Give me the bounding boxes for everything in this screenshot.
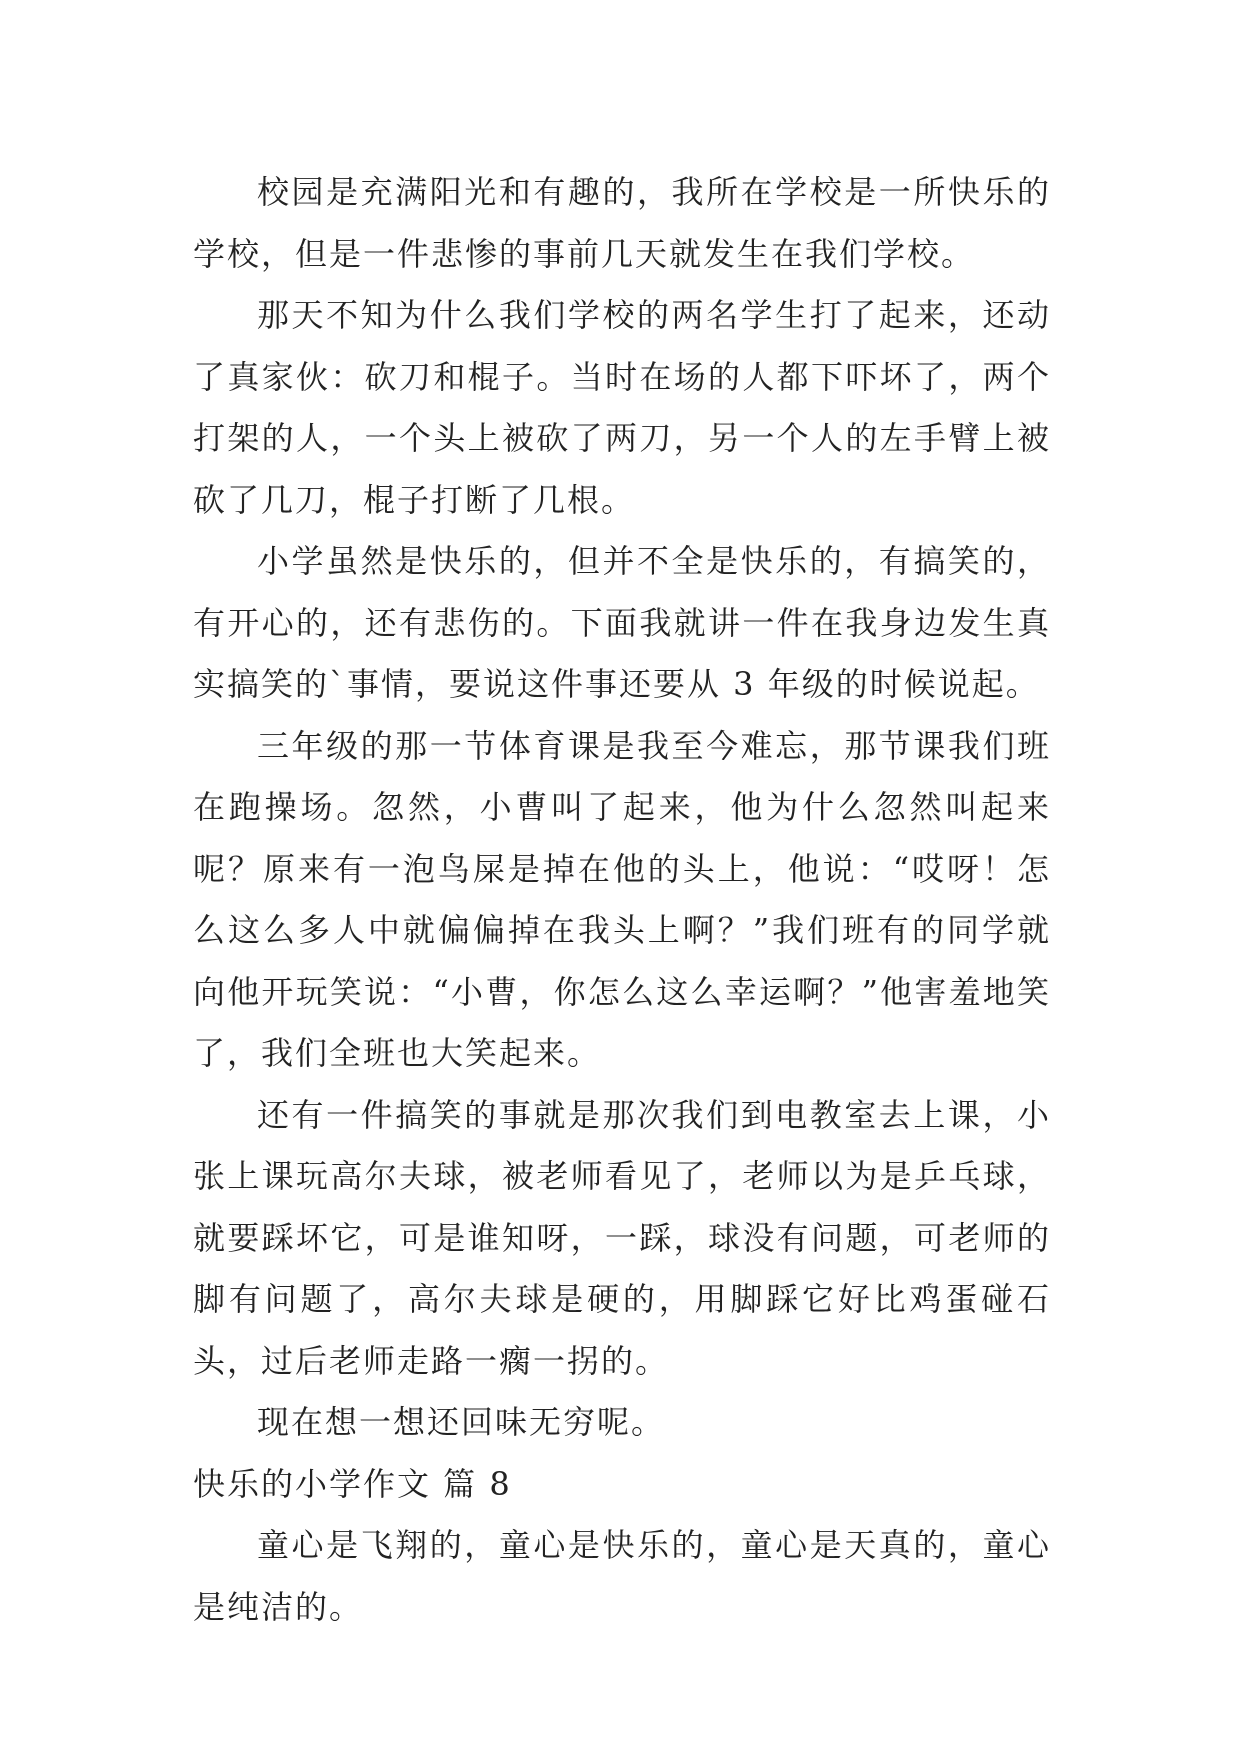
paragraph: 那天不知为什么我们学校的两名学生打了起来，还动了真家伙：砍刀和棍子。当时在场的人都下吓坏了，两个打架的人，一个头上被砍了两刀，另一个人的左手臂上被砍了几刀，棍子打断了几根。 (193, 296, 1051, 519)
paragraph: 校园是充满阳光和有趣的，我所在学校是一所快乐的学校，但是一件悲惨的事前几天就发生在我们学校。 (193, 173, 1051, 273)
document-page (193, 162, 1051, 1638)
paragraph: 现在想一想还回味无穷呢。 (257, 1403, 666, 1441)
section-heading: 快乐的小学作文 篇 8 (193, 1464, 512, 1503)
paragraph: 童心是飞翔的，童心是快乐的，童心是天真的，童心是纯洁的。 (193, 1526, 1051, 1626)
paragraph: 三年级的那一节体育课是我至今难忘，那节课我们班在跑操场。忽然，小曹叫了起来，他为什么忽然叫起来呢？原来有一泡鸟屎是掉在他的头上，他说：“哎呀！怎么这么多人中就偏偏掉在我头上啊？”我们班有的同学就向他开玩笑说：“小曹，你怎么这么幸运啊？”他害羞地笑了，我们全班也大笑起来。 (193, 726, 1051, 1072)
paragraph: 小学虽然是快乐的，但并不全是快乐的，有搞笑的，有开心的，还有悲伤的。下面我就讲一件在我身边发生真实搞笑的`事情，要说这件事还要从 3 年级的时候说起。 (193, 542, 1051, 703)
paragraph: 还有一件搞笑的事就是那次我们到电教室去上课，小张上课玩高尔夫球，被老师看见了，老师以为是乒乓球，就要踩坏它，可是谁知呀，一踩，球没有问题，可老师的脚有问题了，高尔夫球是硬的，用脚踩它好比鸡蛋碰石头，过后老师走路一瘸一拐的。 (193, 1095, 1051, 1380)
